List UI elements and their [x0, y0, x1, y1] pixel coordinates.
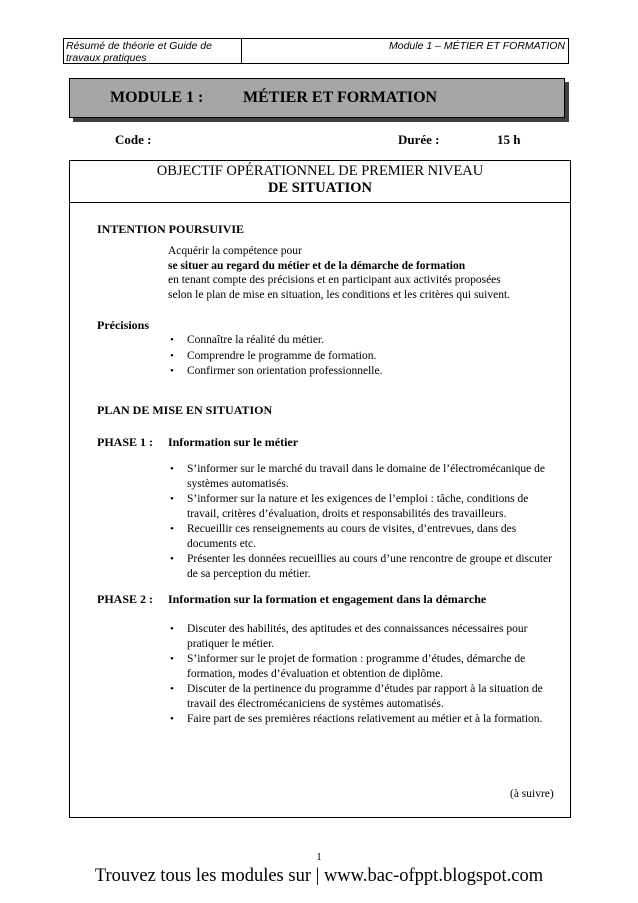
module-title: MÉTIER ET FORMATION: [243, 89, 438, 106]
list-item: • Recueillir ces renseignements au cours de visites, d’entrevues, dans des documents etc.: [168, 522, 563, 551]
phase1-list: [168, 462, 563, 582]
phase1-label: PHASE 1 :: [97, 435, 154, 449]
phase1-title: Information sur le métier: [168, 435, 299, 449]
intention-line-2: se situer au regard du métier et de la démarche de formation: [168, 259, 466, 272]
list-item: • Présenter les données recueillies au cours d’une rencontre de groupe et discuter de sa perception du métier.: [168, 552, 563, 581]
code-label: Code :: [115, 132, 152, 147]
phase2-title: Information sur la formation et engagement dans la démarche: [168, 592, 487, 606]
precisions-label: Précisions: [97, 318, 149, 332]
list-item: • S’informer sur le marché du travail dans le domaine de l’électromécanique de systèmes automatisés.: [168, 462, 563, 491]
module-label: MODULE 1 :: [110, 89, 204, 106]
objective-title-line1: OBJECTIF OPÉRATIONNEL DE PREMIER NIVEAU: [156, 163, 484, 179]
phase2-label: PHASE 2 :: [97, 592, 154, 606]
list-item: • Discuter de la pertinence du programme d’études par rapport à la situation de travail des électromécaniciens de systèmes automatisés.: [168, 682, 563, 711]
list-item: • Comprendre le programme de formation.: [168, 349, 563, 364]
objective-title-line2: DE SITUATION: [267, 180, 373, 196]
list-item: • S’informer sur le projet de formation : programme d’études, démarche de formation, modes d’évaluation et obtention de diplôme.: [168, 652, 563, 681]
list-item: • Faire part de ses premières réactions relativement au métier et à la formation.: [168, 712, 563, 727]
intention-line-3: en tenant compte des précisions et en participant aux activités proposées: [168, 274, 501, 286]
list-item: • Connaître la réalité du métier.: [168, 333, 563, 348]
plan-heading: PLAN DE MISE EN SITUATION: [97, 403, 273, 417]
page-number: 1: [316, 851, 322, 863]
header-module-title: Module 1 – MÉTIER ET FORMATION: [388, 40, 565, 52]
duree-value: 15 h: [497, 132, 521, 147]
header-doc-title: Résumé de théorie et Guide de travaux pratiques: [64, 39, 242, 63]
precisions-list: [168, 333, 563, 380]
intention-text: [168, 244, 563, 302]
running-header: [63, 38, 569, 64]
module-banner: [69, 78, 565, 118]
list-item: • Discuter des habilités, des aptitudes et des connaissances nécessaires pour pratiquer le métier.: [168, 622, 563, 651]
footer-link[interactable]: Trouvez tous les modules sur | www.bac-ofppt.blogspot.com: [94, 866, 544, 886]
phase2-list: [168, 622, 563, 728]
list-item: • S’informer sur la nature et les exigences de l’emploi : tâche, conditions de travail, critères d’évaluation, droits et responsabilités des travailleurs.: [168, 492, 563, 521]
list-item: • Confirmer son orientation professionnelle.: [168, 364, 563, 379]
intention-heading: INTENTION POURSUIVIE: [97, 222, 245, 236]
objective-title: [70, 161, 570, 203]
intention-line-4: selon le plan de mise en situation, les conditions et les critères qui suivent.: [168, 288, 511, 301]
intention-line-1: Acquérir la compétence pour: [168, 245, 302, 257]
duree-label: Durée :: [398, 132, 440, 147]
continued-note: (à suivre): [510, 788, 554, 800]
